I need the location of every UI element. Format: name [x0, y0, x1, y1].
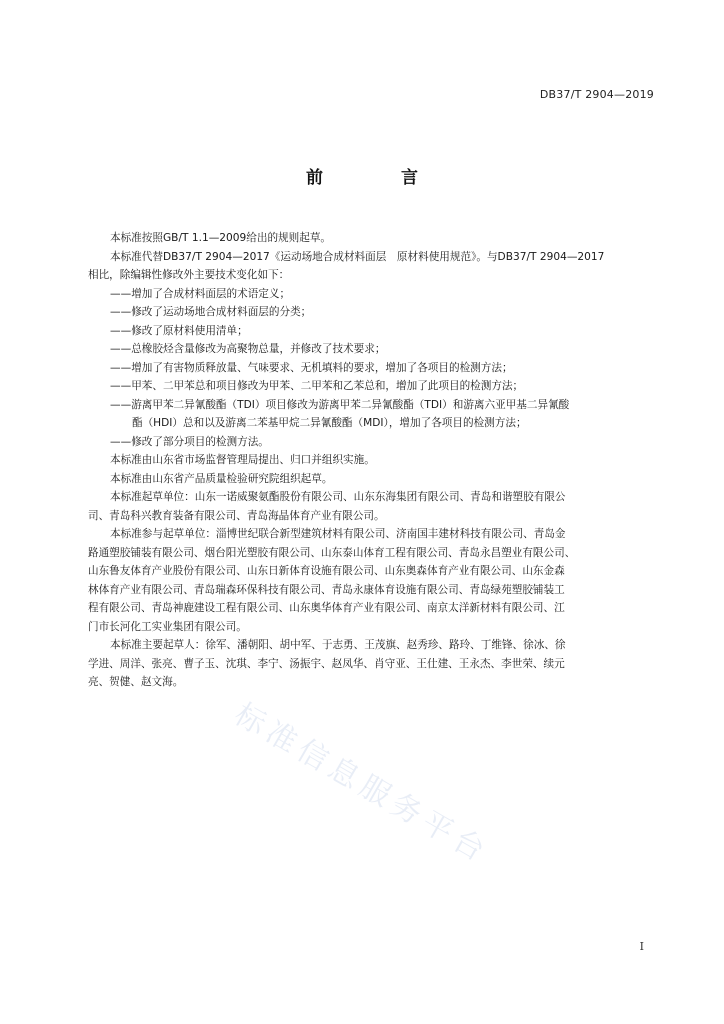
- foreword-line: 林体育产业有限公司、青岛瑞森环保科技有限公司、青岛永康体育设施有限公司、青岛绿苑塑胶铺装工: [88, 583, 565, 596]
- foreword-line: 路通塑胶铺装有限公司、烟台阳光塑胶有限公司、山东泰山体育工程有限公司、青岛永昌塑业有限公司、: [88, 546, 576, 559]
- foreword-line: 本标准由山东省市场监督管理局提出、归口并组织实施。: [110, 454, 375, 466]
- foreword-line: 本标准按照GB/T 1.1—2009给出的规则起草。: [110, 232, 332, 244]
- foreword-line: ——增加了有害物质释放量、气味要求、无机填料的要求，增加了各项目的检测方法；: [110, 361, 513, 374]
- foreword-line: 亮、贺健、赵文海。: [88, 676, 184, 688]
- foreword-line: 山东鲁友体育产业股份有限公司、山东日新体育设施有限公司、山东奥森体育产业有限公司、山东金森: [88, 565, 565, 577]
- foreword-line: ——修改了运动场地合成材料面层的分类；: [110, 306, 312, 318]
- foreword-line: 本标准由山东省产品质量检验研究院组织起草。: [110, 472, 333, 485]
- foreword-line: 本标准代替DB37/T 2904—2017《运动场地合成材料面层 原材料使用规范》。与DB37/T 2904—2017: [110, 250, 605, 263]
- foreword-line: ——修改了原材料使用清单；: [110, 324, 248, 337]
- foreword-line: ——总橡胶烃含量修改为高聚物总量，并修改了技术要求；: [110, 343, 386, 355]
- foreword-line: 学进、周洋、张亮、曹子玉、沈琪、李宁、汤振宇、赵凤华、肖守亚、王仕建、王永杰、李世荣、续元: [88, 657, 565, 670]
- foreword-line: 程有限公司、青岛神鹿建设工程有限公司、山东奥华体育产业有限公司、南京太洋新材料有限公司、江: [88, 602, 565, 614]
- foreword-line: ——甲苯、二甲苯总和项目修改为甲苯、二甲苯和乙苯总和，增加了此项目的检测方法；: [110, 380, 524, 392]
- page-number: I: [639, 940, 644, 953]
- foreword-line: ——修改了部分项目的检测方法。: [110, 435, 269, 448]
- foreword-line: 司、青岛科兴教育装备有限公司、青岛海晶体育产业有限公司。: [88, 509, 385, 522]
- foreword-line: ——游离甲苯二异氰酸酯（TDI）项目修改为游离甲苯二异氰酸酯（TDI）和游离六亚甲基二异氰酸: [110, 398, 570, 411]
- foreword-line: 门市长河化工实业集团有限公司。: [88, 620, 247, 633]
- foreword-line: ——增加了合成材料面层的术语定义；: [110, 287, 291, 300]
- watermark: 标准信息服务平台: [228, 696, 496, 872]
- foreword-line: 相比，除编辑性修改外主要技术变化如下：: [88, 269, 290, 281]
- foreword-line: 酯（HDI）总和以及游离二苯基甲烷二异氰酸酯（MDI），增加了各项目的检测方法；: [132, 417, 527, 429]
- foreword-body: [88, 229, 658, 692]
- document-code: DB37/T 2904—2019: [539, 88, 654, 101]
- foreword-line: 本标准参与起草单位：淄博世纪联合新型建筑材料有限公司、济南国丰建材科技有限公司、青岛金: [110, 528, 566, 540]
- foreword-line: 本标准主要起草人：徐军、潘朝阳、胡中军、于志勇、王茂旗、赵秀珍、路玲、丁维锋、徐冰、徐: [110, 639, 566, 651]
- foreword-line: 本标准起草单位：山东一诺威聚氨酯股份有限公司、山东东海集团有限公司、青岛和谐塑胶有限公: [110, 491, 566, 503]
- page-title: 前 言: [306, 168, 454, 188]
